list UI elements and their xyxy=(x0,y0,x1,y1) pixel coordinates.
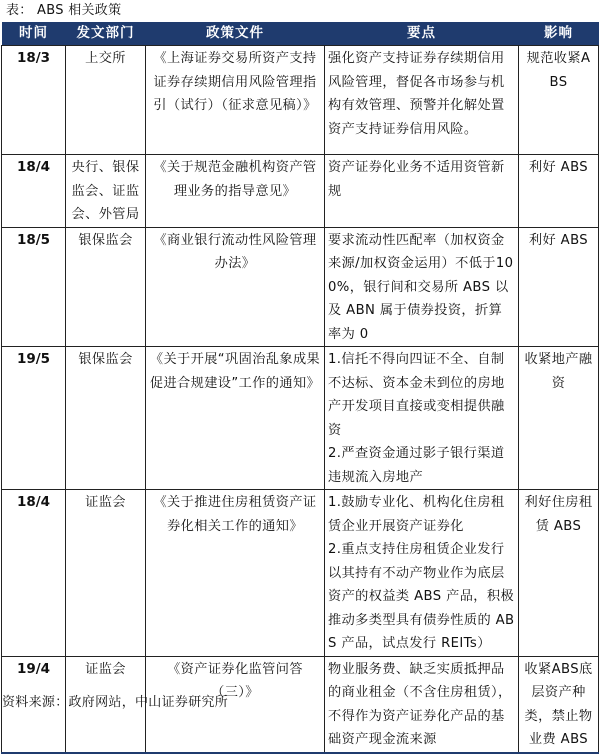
cell-date: 18/4 xyxy=(2,155,66,228)
cell-date: 19/5 xyxy=(2,347,66,490)
point-text: 物业服务费、缺乏实质抵押品的商业租金（不含住房租赁），不得作为资产证券化产品的基础资产现金流来源 xyxy=(328,661,512,747)
cell-points xyxy=(325,46,519,155)
point-text: 要求流动性匹配率（加权资金来源/加权资金运用）不低于100%，银行间和交易所 ABS 以及 ABN 属于债券投资，折算率为 0 xyxy=(328,232,514,342)
policy-table xyxy=(1,22,599,754)
point-text: 资产证券化业务不适用资管新规 xyxy=(328,160,505,199)
cell-doc: 《资产证券化监管问答（三）》 xyxy=(146,656,325,753)
table-row xyxy=(2,347,599,490)
cell-date: 18/5 xyxy=(2,227,66,347)
cell-impact: 利好 ABS xyxy=(519,227,599,347)
table-row xyxy=(2,490,599,657)
cell-date: 18/3 xyxy=(2,46,66,155)
point-text: 1.鼓励专业化、机构化住房租赁企业开展资产证券化 xyxy=(328,495,505,534)
cell-doc: 《商业银行流动性风险管理办法》 xyxy=(146,227,325,347)
cell-impact: 规范收紧ABS xyxy=(519,46,599,155)
cell-points xyxy=(325,347,519,490)
table-row xyxy=(2,46,599,155)
cell-dept: 银保监会 xyxy=(66,227,146,347)
point-text: 2.严查资金通过影子银行渠道违规流入房地产 xyxy=(328,446,505,485)
cell-dept: 银保监会 xyxy=(66,347,146,490)
cell-date: 19/4 xyxy=(2,656,66,753)
cell-impact: 收紧地产融资 xyxy=(519,347,599,490)
cell-dept: 证监会 xyxy=(66,656,146,753)
cell-doc: 《关于开展“巩固治乱象成果促进合规建设”工作的通知》 xyxy=(146,347,325,490)
header-doc: 政策文件 xyxy=(206,25,264,41)
header-dept: 发文部门 xyxy=(76,25,135,41)
cell-points xyxy=(325,656,519,753)
cell-impact: 利好住房租赁 ABS xyxy=(519,490,599,657)
table-row xyxy=(2,227,599,347)
table-row xyxy=(2,155,599,228)
point-text: 2.重点支持住房租赁企业发行以其持有不动产物业作为底层资产的权益类 ABS 产品，积极推动多类型具有债券性质的 ABS 产品，试点发行 REITs） xyxy=(328,542,515,651)
table-caption: 表： ABS 相关政策 xyxy=(6,3,122,18)
cell-impact: 利好 ABS xyxy=(519,155,599,228)
point-text: 强化资产支持证券存续期信用风险管理，督促各市场参与机构有效管理、预警并化解处置资产支持证券信用风险。 xyxy=(328,51,505,137)
cell-dept: 央行、银保监会、证监会、外管局 xyxy=(66,155,146,228)
header-points: 要点 xyxy=(407,25,436,41)
cell-dept: 上交所 xyxy=(66,46,146,155)
source-note: 资料来源：政府网站，中山证券研究所 xyxy=(2,695,229,710)
cell-points xyxy=(325,227,519,347)
cell-points xyxy=(325,155,519,228)
cell-doc: 《关于推进住房租赁资产证券化相关工作的通知》 xyxy=(146,490,325,657)
cell-doc: 《上海证券交易所资产支持证券存续期信用风险管理指引（试行）（征求意见稿）》 xyxy=(146,46,325,155)
header-date: 时间 xyxy=(19,25,48,41)
cell-impact: 收紧ABS底层资产种类，禁止物业费 ABS xyxy=(519,656,599,753)
header-impact: 影响 xyxy=(544,25,573,41)
cell-points xyxy=(325,490,519,657)
cell-date: 18/4 xyxy=(2,490,66,657)
cell-dept: 证监会 xyxy=(66,490,146,657)
table-header-row xyxy=(2,22,599,46)
cell-doc: 《关于规范金融机构资产管理业务的指导意见》 xyxy=(146,155,325,228)
point-text: 1.信托不得向四证不全、自制不达标、资本金未到位的房地产开发项目直接或变相提供融资 xyxy=(328,352,505,438)
